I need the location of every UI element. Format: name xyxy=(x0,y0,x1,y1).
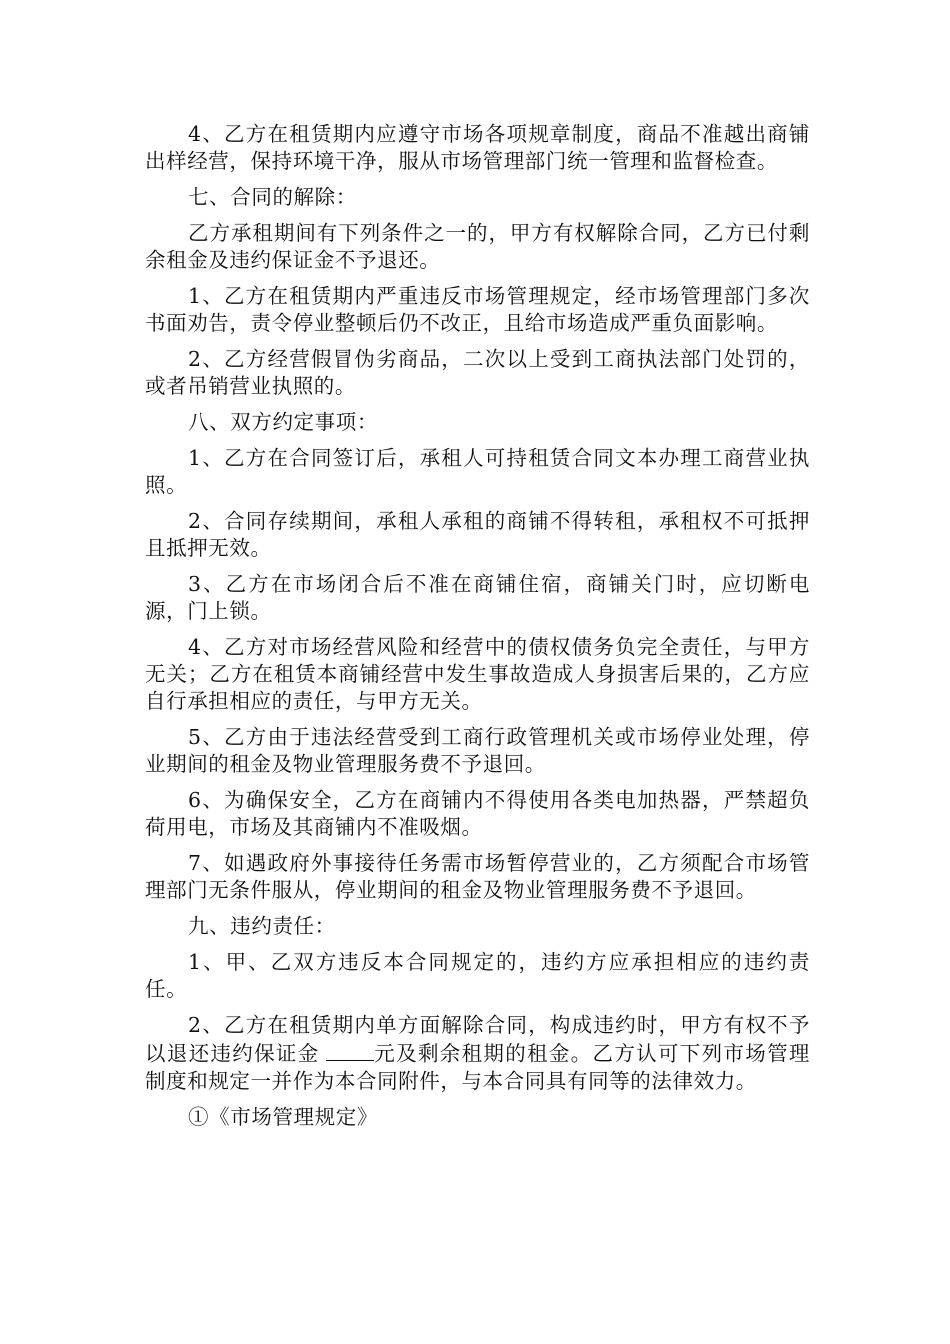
clause-8-1: 1、乙方在合同签订后，承租人可持租赁合同文本办理工商营业执照。 xyxy=(145,446,810,497)
clause-9-1: 1、甲、乙双方违反本合同规定的，违约方应承担相应的违约责任。 xyxy=(145,950,810,1001)
clause-9-2-text-before: 2、乙方在租赁期内单方面解除合同，构成违约时，甲方有权不予以退还违约保证金 xyxy=(145,1013,810,1066)
clause-9-2-text-after: 元及剩余租期的租金。乙方认可下列市场管理制度和规定一并作为本合同附件，与本合同具有同等的法律效力。 xyxy=(145,1041,810,1093)
clause-8-6: 6、为确保安全，乙方在商铺内不得使用各类电加热器，严禁超负荷用电，市场及其商铺内不准吸烟。 xyxy=(145,788,810,839)
clause-8-4: 4、乙方对市场经营风险和经营中的债权债务负完全责任，与甲方无关；乙方在租赁本商铺经营中发生事故造成人身损害后果的，乙方应自行承担相应的责任，与甲方无关。 xyxy=(145,635,810,713)
clause-6-4: 4、乙方在租赁期内应遵守市场各项规章制度，商品不准越出商铺出样经营，保持环境干净，服从市场管理部门统一管理和监督检查。 xyxy=(145,122,810,173)
termination-intro: 乙方承租期间有下列条件之一的，甲方有权解除合同，乙方已付剩余租金及违约保证金不予退还。 xyxy=(145,221,810,272)
attachment-1-market-rules: ①《市场管理规定》 xyxy=(188,1104,378,1129)
clause-7-1: 1、乙方在租赁期内严重违反市场管理规定，经市场管理部门多次书面劝告，责令停业整顿后仍不改正，且给市场造成严重负面影响。 xyxy=(145,284,810,335)
section-heading-7-termination: 七、合同的解除： xyxy=(188,185,357,209)
document-page xyxy=(145,121,810,1140)
clause-8-7: 7、如遇政府外事接待任务需市场暂停营业的，乙方须配合市场管理部门无条件服从，停业期间的租金及物业管理服务费不予退回。 xyxy=(145,851,810,902)
clause-8-5: 5、乙方由于违法经营受到工商行政管理机关或市场停业处理，停业期间的租金及物业管理服务费不予退回。 xyxy=(145,725,810,776)
section-heading-9-liability: 九、违约责任： xyxy=(188,914,336,938)
clause-8-2: 2、合同存续期间，承租人承租的商铺不得转租，承租权不可抵押且抵押无效。 xyxy=(145,509,810,560)
deposit-amount-blank xyxy=(326,1039,374,1061)
section-heading-8-agreements: 八、双方约定事项： xyxy=(188,410,378,434)
clause-8-3: 3、乙方在市场闭合后不准在商铺住宿，商铺关门时，应切断电源，门上锁。 xyxy=(145,572,810,623)
clause-7-2: 2、乙方经营假冒伪劣商品，二次以上受到工商执法部门处罚的，或者吊销营业执照的。 xyxy=(145,347,810,398)
clause-9-2 xyxy=(145,1012,810,1095)
